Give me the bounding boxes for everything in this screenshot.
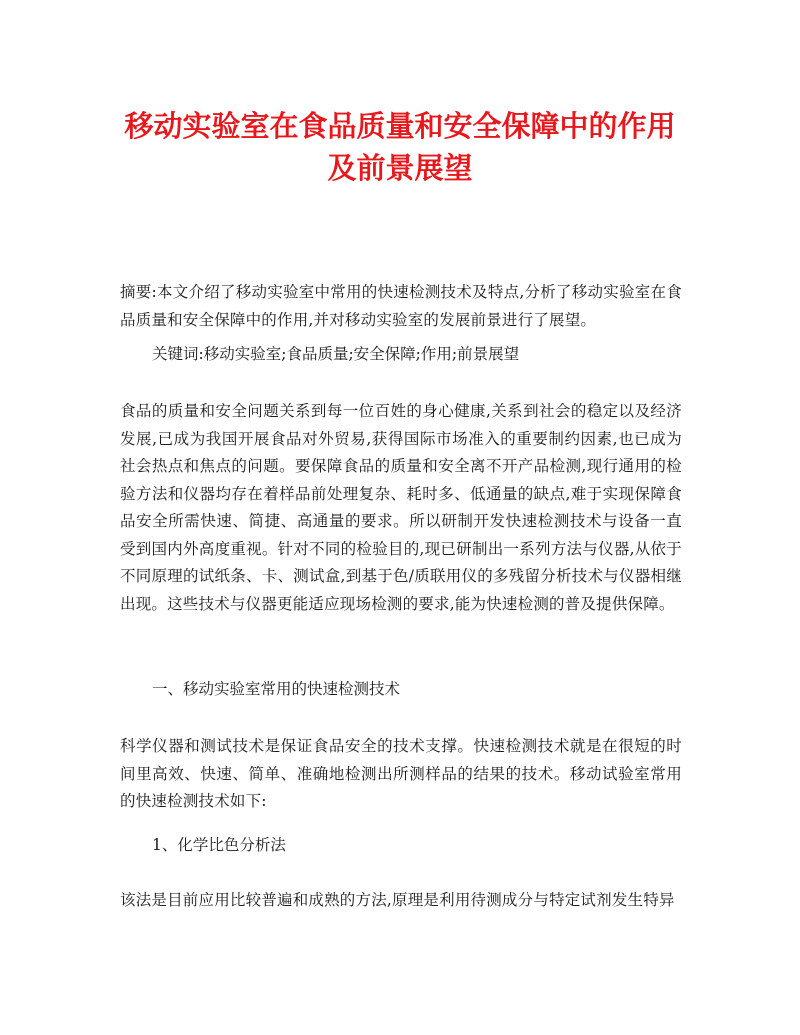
body-paragraph-intro: 食品的质量和安全问题关系到每一位百姓的身心健康,关系到社会的稳定以及经济发展,已成为我国开展食品对外贸易,获得国际市场准入的重要制约因素,也已成为社会热点和焦点的问题。要保障食品的质量和安全离不开产品检测,现行通用的检验方法和仪器均存在着样品前处理复杂、耗时多、低通量的缺点,难于实现保障食品安全所需快速、简捷、高通量的要求。所以研制开发快速检测技术与设备一直受到国内外高度重视。针对不同的检验目的,现已研制出一系列方法与仪器,从依于不同原理的试纸条、卡、测试盒,到基于色/质联用仪的多残留分析技术与仪器相继出现。这些技术与仪器更能适应现场检测的要求,能为快速检测的普及提供保障。 (120, 402, 682, 613)
title-line-2: 及前景展望 (327, 151, 473, 185)
document-title (100, 105, 700, 189)
keywords-line: 关键词:移动实验室;食品质量;安全保障;作用;前景展望 (152, 345, 520, 363)
section-heading-1: 一、移动实验室常用的快速检测技术 (152, 680, 401, 698)
body-paragraph-subsection-1: 该法是目前应用比较普遍和成熟的方法,原理是利用待测成分与特定试剂发生特异 (120, 891, 675, 909)
title-line-1: 移动实验室在食品质量和安全保障中的作用 (124, 109, 676, 143)
subsection-heading-1: 1、化学比色分析法 (152, 836, 286, 854)
body-paragraph-section-1: 科学仪器和测试技术是保证食品安全的技术支撑。快速检测技术就是在很短的时间里高效、快速、简单、准确地检测出所测样品的结果的技术。移动试验室常用的快速检测技术如下: (120, 737, 682, 810)
abstract-paragraph: 摘要:本文介绍了移动实验室中常用的快速检测技术及特点,分析了移动实验室在食品质量和安全保障中的作用,并对移动实验室的发展前景进行了展望。 (120, 283, 682, 329)
